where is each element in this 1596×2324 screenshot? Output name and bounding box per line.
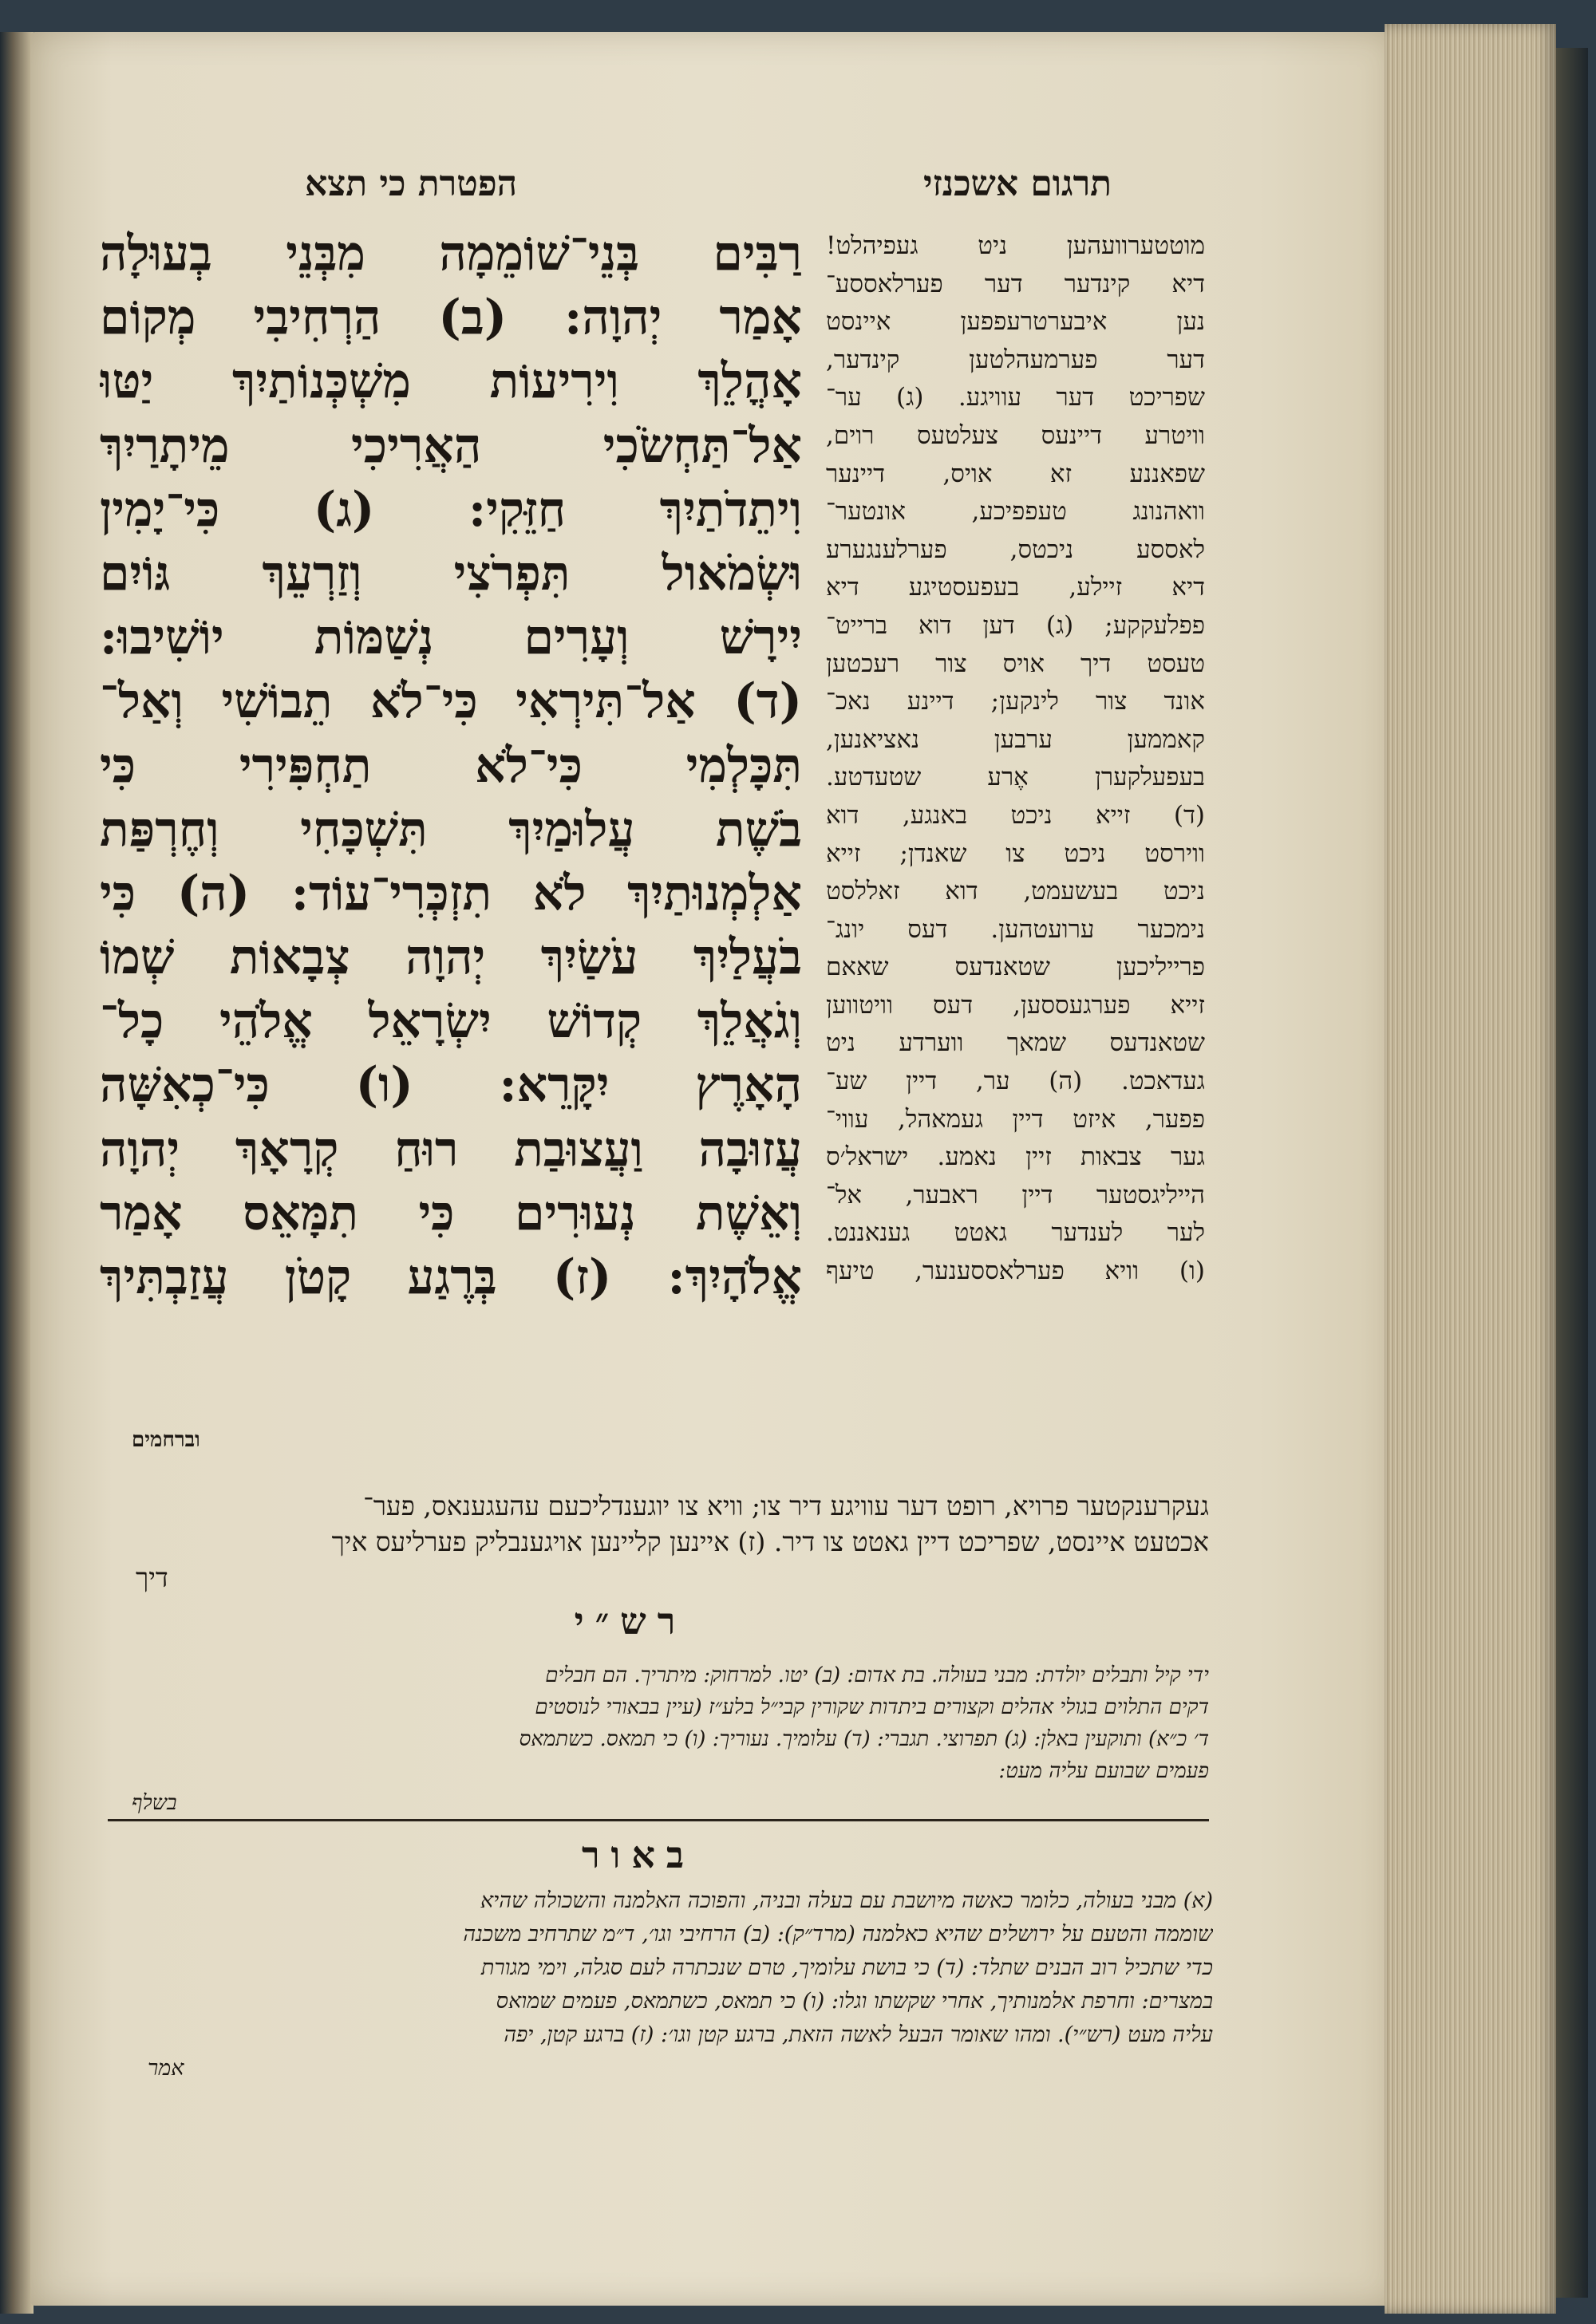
translation-line: דיא זיילע, בעפעסטיגע דיא [826, 573, 1205, 602]
translation-line: שפריכט דער עוויגע. (ג) ער־ [826, 383, 1205, 412]
translation-line: זייא פערגעססען, דעס וויטווען [826, 990, 1205, 1020]
main-text-line: אַלְמְנוּתַיִךְ לֹא תִזְכְּרִי־עוֹד: (ה) כִּי [100, 865, 802, 921]
book-cover-edge [1556, 48, 1588, 2298]
hebrew-main-text [100, 222, 802, 1379]
continuation-line: געקרענקטער פרויא, רופט דער עוויגע דיר צו; וויא צו יוגענדליכעם עהעגענאס, פער־ [363, 1490, 1209, 1521]
translation-line: וואהנונג טעפפיכע, אונטער־ [826, 497, 1205, 527]
translation-line: דער פערמעהלטען קינדער, [826, 345, 1205, 374]
translation-line: נען איבערטרעפפען איינסט [826, 307, 1205, 337]
translation-line: גער צבאות זיין נאמע. ישראל׳ס [826, 1142, 1205, 1172]
book-spine [0, 32, 34, 2314]
rashi-title: רש״י [574, 1600, 687, 1643]
rashi-commentary [100, 1659, 1209, 1819]
translation-line: נימכער ערועטהען. דעס יונג־ [826, 914, 1205, 944]
main-text-line: רַבִּים בְּנֵי־שׁוֹמֵמָה מִבְּנֵי בְעוּלָה [100, 226, 802, 282]
main-text-line: יִירָשׁ וְעָרִים נְשַׁמּוֹת יוֹשִׁיבוּ: [100, 610, 802, 666]
running-header-haftarah: הפטרת כי תצא [304, 164, 518, 204]
translation-line: פרייליכען שטאנדעס שאאם [826, 953, 1205, 982]
main-text-line: אַל־תַּחְשֹׂכִי הַאֲרִיכִי מֵיתָרַיִךְ [100, 417, 802, 474]
main-text-line: עֲזוּבָה וַעֲצוּבַת רוּחַ קְרָאָךְ יְהוָה [100, 1121, 802, 1178]
section-divider [108, 1819, 1209, 1821]
translation-line: (ו) וויא פערלאססענער, טיעף [826, 1257, 1205, 1286]
biur-line: שוממה והטעם על ירושלים שהיא כאלמנה (מרד״ק): (ב) הרחיבי וגו׳, ד״מ שתרחיב משכנה [463, 1922, 1213, 1947]
translation-line: לער לענדער גאטט גענאננט. [826, 1218, 1205, 1248]
translation-line: וויטרע דיינעס צעלטעס רוים, [826, 420, 1205, 450]
rashi-line: דקים התלוים בגולי אהלים וקצורים ביתדות שקורין קבי״ל בלע״ז (עיין בבאורי לנוסטים [535, 1695, 1209, 1719]
main-text-line: (ד) אַל־תִּירְאִי כִּי־לֹא תֵבוֹשִׁי וְאַל־ [100, 673, 802, 730]
rashi-line: ד׳ כ״א) ותוקעין באלן: (ג) תפרוצי. תגברי: (ד) עלומיך. נעוריך: (ו) כי תמאס. כשתמאס [519, 1727, 1209, 1751]
biur-line: (א) מבני בעולה, כלומר כאשה מיושבת עם בעלה ובניה, והפוכה האלמנה והשכולה שהיא [480, 1888, 1213, 1913]
main-text-line: וְגֹאֲלֵךְ קְדוֹשׁ יִשְׂרָאֵל אֱלֹהֵי כָל־ [100, 993, 802, 1050]
main-text-line: תִּכָּלְמִי כִּי־לֹא תַחְפִּירִי כִּי [100, 737, 802, 794]
translation-line: ניכט בעשעמט, דוא זאללסט [826, 877, 1205, 906]
main-text-line: וּשְׂמֹאול תִּפְרֹצִי וְזַרְעֵךְ גּוֹיִם [100, 545, 802, 602]
main-text-line: הָאָרֶץ יִקָּרֵא: (ו) כִּי־כְאִשָּׁה [100, 1057, 802, 1114]
translation-column [826, 227, 1205, 1496]
main-text-line: וְאֵשֶׁת נְעוּרִים כִּי תִמָּאֵס אָמַר [100, 1185, 802, 1241]
main-text-line: אָמַר יְהוָה: (ב) הַרְחִיבִי מְקוֹם [100, 290, 802, 346]
translation-continuation [100, 1488, 1209, 1596]
main-text-line: אָהֳלֵךְ וִירִיעוֹת מִשְׁכְּנוֹתַיִךְ יַטּוּ [100, 353, 802, 410]
main-text-line: אֱלֹהָיִךְ: (ז) בְּרֶגַע קָטֹן עֲזַבְתִּיךְ [100, 1249, 802, 1305]
biur-title: באור [581, 1833, 696, 1876]
translation-line: (ד) זייא ניכט באנגע, דוא [826, 800, 1205, 830]
translation-line: הייליגסטער דיין ראבער, אל־ [826, 1180, 1205, 1209]
catchword: וברחמים [132, 1428, 200, 1452]
main-text-line: בֹשֶׁת עֲלוּמַיִךְ תִּשְׁכָּחִי וְחֶרְפַּת [100, 801, 802, 858]
translation-line: מוטטערוועהען ניט געפיהלט! [826, 231, 1205, 260]
biur-line: עליה מעט (רש״י). ומהו שאומר הבעל לאשה הזאת, ברגע קטן וגו׳: (ז) ברגע קטן, יפה [504, 2022, 1213, 2047]
main-text-line: בֹעֲלַיִךְ עֹשַׂיִךְ יְהוָה צְבָאוֹת שְׁמוֹ [100, 929, 802, 986]
continuation-catchword: דיך [136, 1562, 168, 1593]
translation-line: קאממען ערבען נאציאנען, [826, 724, 1205, 754]
translation-line: שפאננע זא אויס, דיינער [826, 459, 1205, 488]
running-header-translation: תרגום אשכנזי [922, 164, 1112, 204]
translation-line: בעפעלקערן אֶרע שטעדטע. [826, 763, 1205, 792]
rashi-catchword: בשלף [132, 1791, 177, 1815]
translation-line: פפער, איזט דיין געמאהל, עווי־ [826, 1104, 1205, 1134]
biur-line: כדי שתכיל רוב הבנים שתלד: (ד) כי בושת עלומיך, טרם שנכתרה לעם סגלה, וימי מגורת [480, 1955, 1213, 1980]
rashi-line: ידי קיל ותבלים יולדת: מבני בעולה. בת אדום: (ב) יטו. למרחוק: מיתריך. הם חבלים [545, 1663, 1209, 1687]
translation-line: דיא קינדער דער פערלאססע־ [826, 269, 1205, 298]
rashi-line: פעמים שבועם עליה מעט: [998, 1759, 1209, 1783]
translation-line: טעסט דיך אויס צור רעכטען [826, 649, 1205, 678]
translation-line: אונד צור לינקען; דיינע נאכ־ [826, 687, 1205, 716]
biur-commentary [100, 1884, 1213, 2085]
biur-catchword: אמר [148, 2056, 184, 2081]
continuation-line: אכטעט איינסט, שפריכט דיין גאטט צו דיר. (ז) איינען קליינען אויגענבליק פערליעס איך [331, 1526, 1209, 1557]
translation-line: ווירסט ניכט צו שאנדן; זייא [826, 838, 1205, 868]
biur-line: במצרים: וחרפת אלמנותיך, אחרי שקשתו וגלו: (ו) כי תמאס, כשתמאס, פעמים שמואס [496, 1989, 1213, 2014]
translation-line: שטאנדעס שמאך ווערדע ניט [826, 1028, 1205, 1058]
page-edges [1385, 24, 1556, 2314]
main-text-line: וִיתֵדֹתַיִךְ חַזֵּקִי: (ג) כִּי־יָמִין [100, 481, 802, 538]
translation-line: געדאכט. (ה) ער, דיין שע־ [826, 1067, 1205, 1096]
translation-line: פפלעקקע; (ג) דען דוא ברייט־ [826, 610, 1205, 640]
translation-line: לאססע ניכטס, פערלענגערע [826, 535, 1205, 564]
